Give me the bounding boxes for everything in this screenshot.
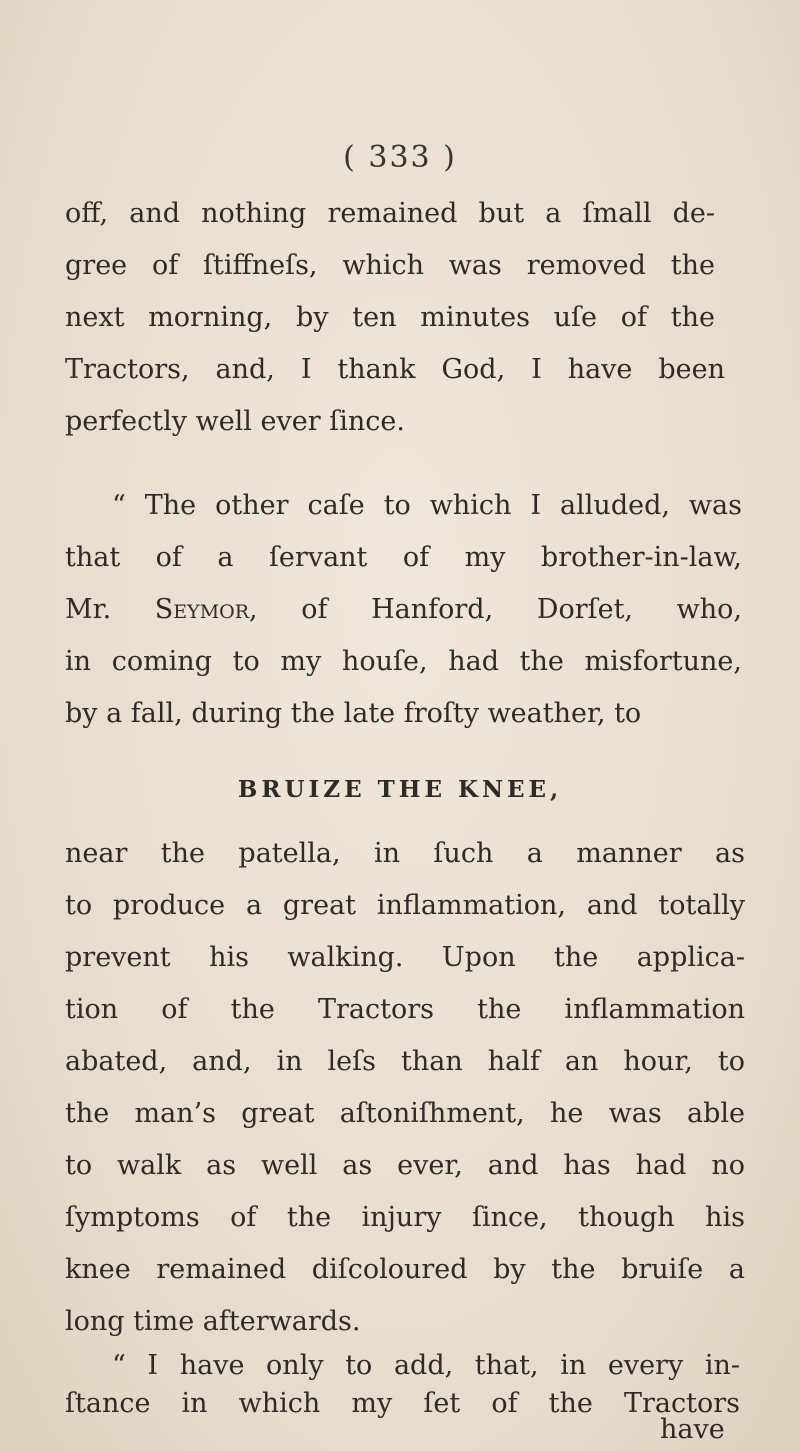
page-number: ( 333 )	[343, 140, 457, 175]
text-line: “ I have only to add, that, in every in-	[112, 1350, 740, 1381]
text-line: knee remained diſcoloured by the bruiſe a	[65, 1254, 745, 1285]
text-line: ſtance in which my ſet of the Tractors	[65, 1388, 740, 1419]
text-line: gree of ſtiffneſs, which was removed the	[65, 250, 715, 281]
text-line: to walk as well as ever, and has had no	[65, 1150, 745, 1181]
person-name: Seymor	[154, 594, 250, 625]
text-line: next morning, by ten minutes uſe of the	[65, 302, 715, 333]
text-line: tion of the Tractors the inflammation	[65, 994, 745, 1025]
text-line: near the patella, in ſuch a manner as	[65, 838, 745, 869]
text-line: off, and nothing remained but a ſmall de-	[65, 198, 715, 229]
text-line: prevent his walking. Upon the applica-	[65, 942, 745, 973]
text-line: by a fall, during the late froſty weather, to	[65, 698, 642, 729]
text-line: long time afterwards.	[65, 1306, 361, 1337]
text-line: ſymptoms of the injury ſince, though his	[65, 1202, 745, 1233]
catchword: have	[660, 1414, 725, 1445]
text-line: Tractors, and, I thank God, I have been	[65, 354, 725, 385]
text-line: “ The other caſe to which I alluded, was	[112, 490, 742, 521]
section-heading: BRUIZE THE KNEE,	[237, 776, 563, 803]
text-line: to produce a great inflammation, and totally	[65, 890, 745, 921]
text-fragment: , of Hanford, Dorſet, who,	[249, 594, 742, 625]
text-line: that of a ſervant of my brother-in-law,	[65, 542, 742, 573]
honorific: Mr.	[65, 594, 112, 625]
text-line: abated, and, in leſs than half an hour, to	[65, 1046, 745, 1077]
text-line: perfectly well ever ſince.	[65, 406, 405, 437]
text-line: the man’s great aſtoniſhment, he was able	[65, 1098, 745, 1129]
text-line-with-name	[65, 596, 742, 623]
text-line: in coming to my houſe, had the misfortune,	[65, 646, 742, 677]
